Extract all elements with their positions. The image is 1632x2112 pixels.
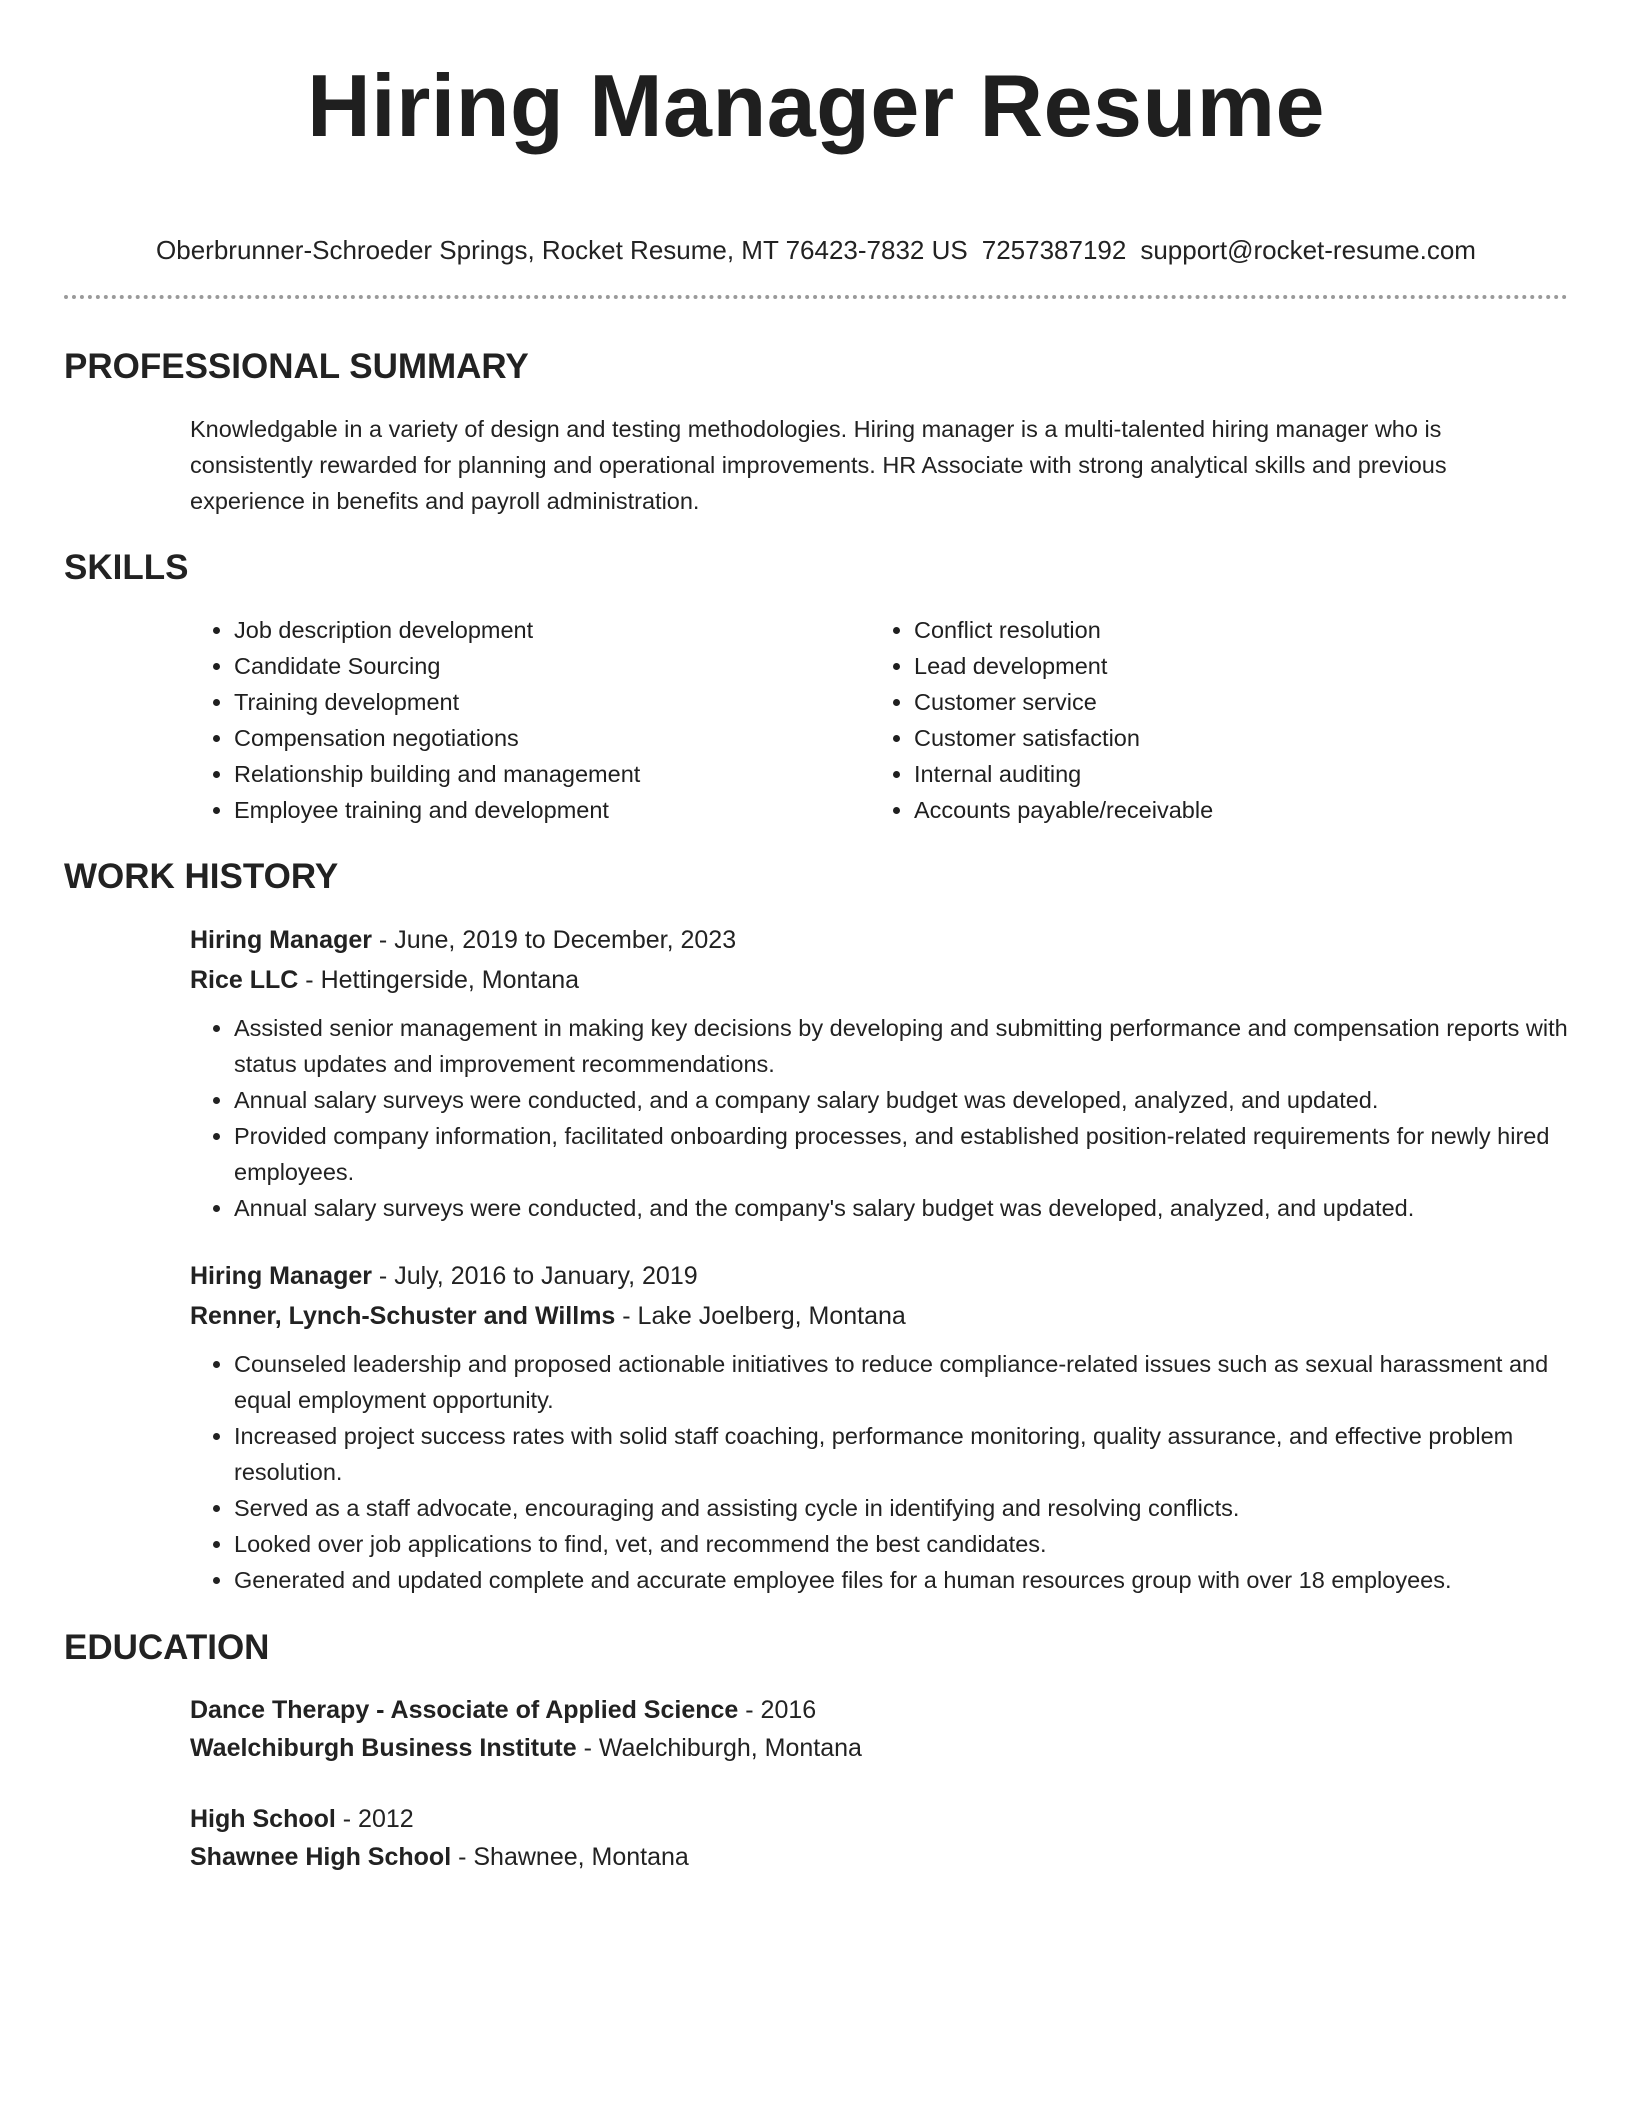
skill-item: • Employee training and development [234,792,870,828]
job-entry [190,920,1568,1000]
education-entry [190,1691,1568,1767]
skills-list-left [190,612,870,828]
skill-item: • Conflict resolution [914,612,1554,648]
degree-name: Dance Therapy - Associate of Applied Science [190,1696,739,1724]
job-bullet: • Served as a staff advocate, encouraging and assisting cycle in identifying and resolving conflicts. [234,1490,1568,1526]
summary-heading: PROFESSIONAL SUMMARY [64,347,529,386]
skill-item: • Accounts payable/receivable [914,792,1554,828]
job-role-line [190,1256,1568,1296]
school-location: - Shawnee, Montana [451,1843,689,1871]
email-text: support@rocket-resume.com [1140,235,1476,265]
skill-item: • Internal auditing [914,756,1554,792]
job-bullet: • Annual salary surveys were conducted, and the company's salary budget was developed, analyzed, and updated. [234,1190,1568,1226]
skills-columns [190,612,1568,828]
job-bullet: • Annual salary surveys were conducted, and a company salary budget was developed, analyzed, and updated. [234,1082,1568,1118]
job-bullet: • Increased project success rates with solid staff coaching, performance monitoring, quality assurance, and effective problem resolution. [234,1418,1568,1490]
job-dates: - June, 2019 to December, 2023 [371,926,737,954]
job-dates: - July, 2016 to January, 2019 [371,1262,698,1290]
job-role: Hiring Manager [190,926,372,954]
job-location: - Hettingerside, Montana [298,966,580,994]
education-entry [190,1800,1568,1876]
skill-item: • Training development [234,684,870,720]
school-name: Waelchiburgh Business Institute [190,1734,577,1762]
school-line [190,1838,1568,1876]
skill-item: • Job description development [234,612,870,648]
skill-item: • Compensation negotiations [234,720,870,756]
resume-title: Hiring Manager Resume [307,56,1325,155]
job-bullet: • Assisted senior management in making key decisions by developing and submitting performance and compensation reports with status updates and improvement recommendations. [234,1010,1568,1082]
degree-name: High School [190,1805,336,1833]
degree-line [190,1800,1568,1838]
degree-year: - 2012 [335,1805,414,1833]
skills-list-right [870,612,1554,828]
job-bullets [190,1346,1568,1598]
job-company-line [190,960,1568,1000]
job-bullets [190,1010,1568,1226]
school-line [190,1729,1568,1767]
job-company: Rice LLC [190,966,299,994]
skill-item: • Customer service [914,684,1554,720]
contact-line [64,234,1568,266]
job-bullet: • Looked over job applications to find, vet, and recommend the best candidates. [234,1526,1568,1562]
school-name: Shawnee High School [190,1843,452,1871]
job-location: - Lake Joelberg, Montana [615,1302,906,1330]
skills-heading: SKILLS [64,548,189,587]
job-company: Renner, Lynch-Schuster and Willms [190,1302,616,1330]
job-role-line [190,920,1568,960]
education-heading: EDUCATION [64,1628,270,1667]
degree-line [190,1691,1568,1729]
resume-page [64,0,1568,1876]
job-bullet: • Provided company information, facilitated onboarding processes, and established position-related requirements for newly hired employees. [234,1118,1568,1190]
job-bullet: • Generated and updated complete and accurate employee files for a human resources group with over 18 employees. [234,1562,1568,1598]
job-bullet: • Counseled leadership and proposed actionable initiatives to reduce compliance-related issues such as sexual harassment and equal employment opportunity. [234,1346,1568,1418]
phone-text: 7257387192 [981,235,1127,265]
school-location: - Waelchiburgh, Montana [576,1734,862,1762]
summary-text: Knowledgable in a variety of design and testing methodologies. Hiring manager is a multi-talented hiring manager who is consistently rewarded for planning and operational improvements. HR Associate with strong analytical skills and previous experience in benefits and payroll administration. [190,416,1447,514]
degree-year: - 2016 [738,1696,817,1724]
skill-item: • Lead development [914,648,1554,684]
job-role: Hiring Manager [190,1262,372,1290]
skill-item: • Customer satisfaction [914,720,1554,756]
skill-item: • Relationship building and management [234,756,870,792]
job-company-line [190,1296,1568,1336]
skill-item: • Candidate Sourcing [234,648,870,684]
work-history-heading: WORK HISTORY [64,857,339,896]
dotted-divider [64,295,1568,299]
job-entry [190,1256,1568,1336]
address-text: Oberbrunner-Schroeder Springs, Rocket Resume, MT 76423-7832 US [156,235,968,265]
